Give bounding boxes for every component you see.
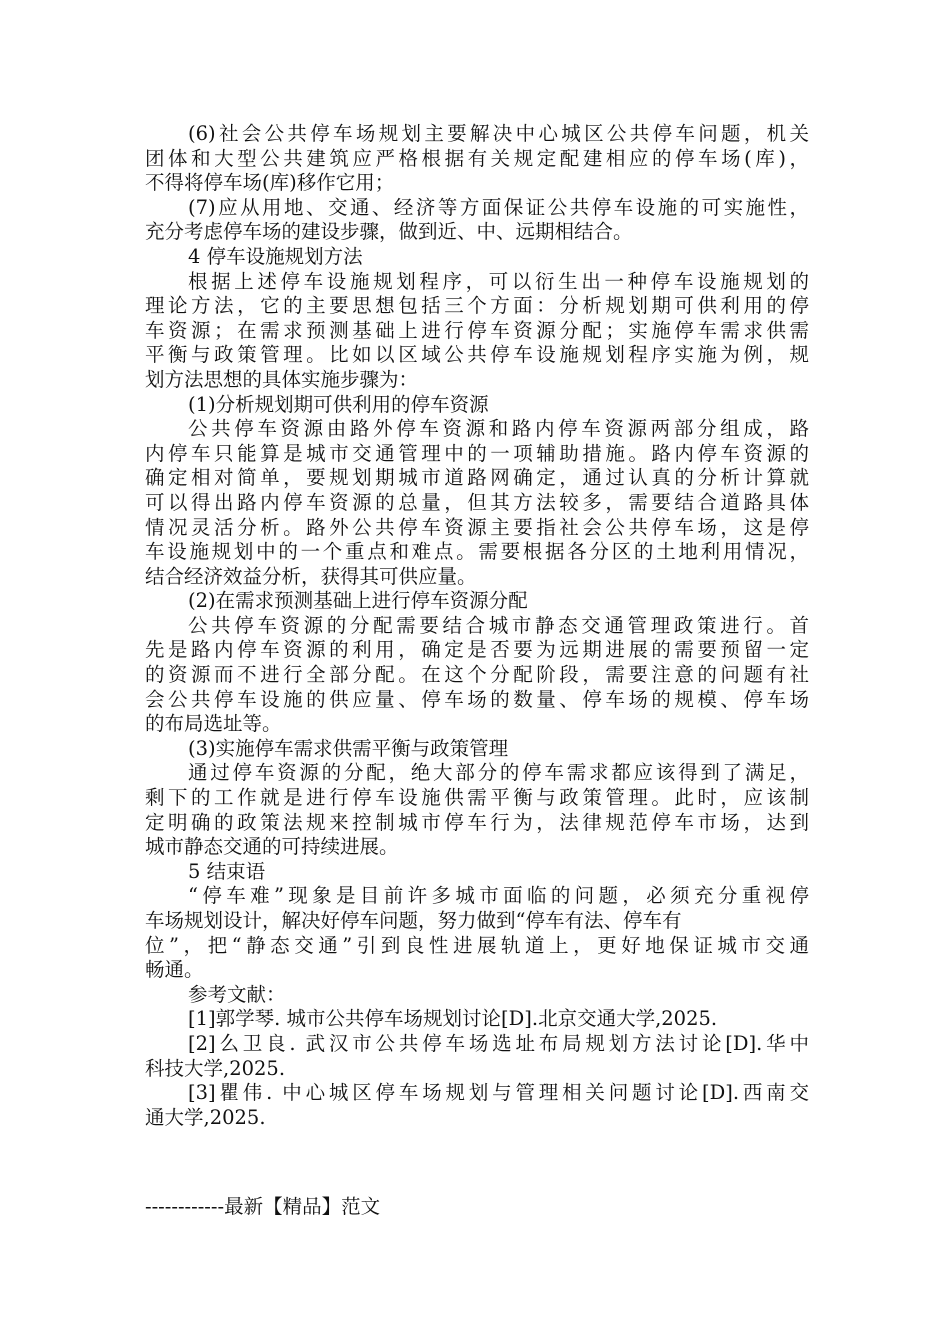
text-line: 可以得出路内停车资源的总量，但其方法较多，需要结合道路具体 <box>145 490 809 514</box>
heading-text: (3)实施停车需求供需平衡与政策管理 <box>188 736 509 760</box>
paragraph-item-6 <box>145 122 809 196</box>
page-footer: ------------最新【精品】范文 <box>145 1195 381 1218</box>
subheading-1 <box>145 393 809 418</box>
reference-item <box>145 1081 809 1130</box>
text-line: 畅通。 <box>145 958 204 982</box>
text-line: 车设施规划中的一个重点和难点。需要根据各分区的土地利用情况， <box>145 540 809 564</box>
text-line: (7)应从用地、交通、经济等方面保证公共停车设施的可实施性， <box>188 195 809 219</box>
text-line: 通过停车资源的分配，绝大部分的停车需求都应该得到了满足， <box>188 761 809 785</box>
text-line: 划方法思想的具体实施步骤为： <box>145 367 419 391</box>
paragraph-balance <box>145 761 809 859</box>
reference-item <box>145 1032 809 1081</box>
text-line: 情况灵活分析。路外公共停车资源主要指社会公共停车场，这是停 <box>145 515 809 539</box>
subheading-3 <box>145 737 809 762</box>
text-line: 城市静态交通的可持续进展。 <box>145 835 399 859</box>
paragraph-conclusion <box>145 884 809 982</box>
paragraph-method-intro <box>145 270 809 393</box>
text-line: 确定相对简单，要规划期城市道路网确定，通过认真的分析计算就 <box>145 466 809 490</box>
text-line: 团体和大型公共建筑应严格根据有关规定配建相应的停车场(库)， <box>145 146 809 170</box>
heading-text: 4 停车设施规划方法 <box>188 244 363 268</box>
heading-text: 5 结束语 <box>188 859 266 883</box>
text-line: 车资源；在需求预测基础上进行停车资源分配；实施停车需求供需 <box>145 318 809 342</box>
reference-item <box>145 1007 809 1032</box>
text-line: 剩下的工作就是进行停车设施供需平衡与政策管理。此时，应该制 <box>145 786 809 810</box>
heading-text: (2)在需求预测基础上进行停车资源分配 <box>188 589 528 613</box>
text-line: “停车难”现象是目前许多城市面临的问题，必须充分重视停 <box>188 884 809 908</box>
text-line: 公共停车资源由路外停车资源和路内停车资源两部分组成，路 <box>188 417 809 441</box>
text-line: 科技大学,2025. <box>145 1056 286 1080</box>
text-line: 会公共停车设施的供应量、停车场的数量、停车场的规模、停车场 <box>145 687 809 711</box>
text-line: 公共停车资源的分配需要结合城市静态交通管理政策进行。首 <box>188 613 809 637</box>
text-line: [2]么卫良. 武汉市公共停车场选址布局规划方法讨论[D].华中 <box>188 1031 809 1055</box>
text-line: 位”，把“静态交通”引到良性进展轨道上，更好地保证城市交通 <box>145 933 809 957</box>
text-line: 车场规划设计，解决好停车问题，努力做到“停车有法、停车有 <box>145 909 682 932</box>
text-line: [1]郭学琴. 城市公共停车场规划讨论[D].北京交通大学,2025. <box>188 1007 718 1031</box>
heading-text: (1)分析规划期可供利用的停车资源 <box>188 392 489 416</box>
text-line: 充分考虑停车场的建设步骤，做到近、中、远期相结合。 <box>145 220 633 244</box>
paragraph-resources <box>145 417 809 589</box>
heading-text: 参考文献： <box>188 982 286 1006</box>
references-heading <box>145 983 809 1008</box>
text-line: 定明确的政策法规来控制城市停车行为，法律规范停车市场，达到 <box>145 810 809 834</box>
document-body <box>145 122 809 1130</box>
text-line: 的布局选址等。 <box>145 712 282 736</box>
section-heading-4 <box>145 245 809 270</box>
text-line: 结合经济效益分析，获得其可供应量。 <box>145 564 477 588</box>
text-line: 根据上述停车设施规划程序，可以衍生出一种停车设施规划的 <box>188 269 809 293</box>
paragraph-allocation <box>145 614 809 737</box>
text-line: 理论方法，它的主要思想包括三个方面：分析规划期可供利用的停 <box>145 294 809 318</box>
text-line: [3]瞿伟. 中心城区停车场规划与管理相关问题讨论[D].西南交 <box>188 1081 809 1105</box>
text-line: 先是路内停车资源的利用，确定是否要为远期进展的需要预留一定 <box>145 638 809 662</box>
subheading-2 <box>145 589 809 614</box>
text-line: 通大学,2025. <box>145 1105 266 1129</box>
text-line: 内停车只能算是城市交通管理中的一项辅助措施。路内停车资源的 <box>145 441 809 465</box>
section-heading-5 <box>145 860 809 885</box>
text-line: 平衡与政策管理。比如以区域公共停车设施规划程序实施为例，规 <box>145 343 809 367</box>
text-line: 不得将停车场(库)移作它用； <box>145 171 395 195</box>
text-line: 的资源而不进行全部分配。在这个分配阶段，需要注意的问题有社 <box>145 663 809 687</box>
text-line: (6)社会公共停车场规划主要解决中心城区公共停车问题，机关 <box>188 122 809 145</box>
paragraph-item-7 <box>145 196 809 245</box>
